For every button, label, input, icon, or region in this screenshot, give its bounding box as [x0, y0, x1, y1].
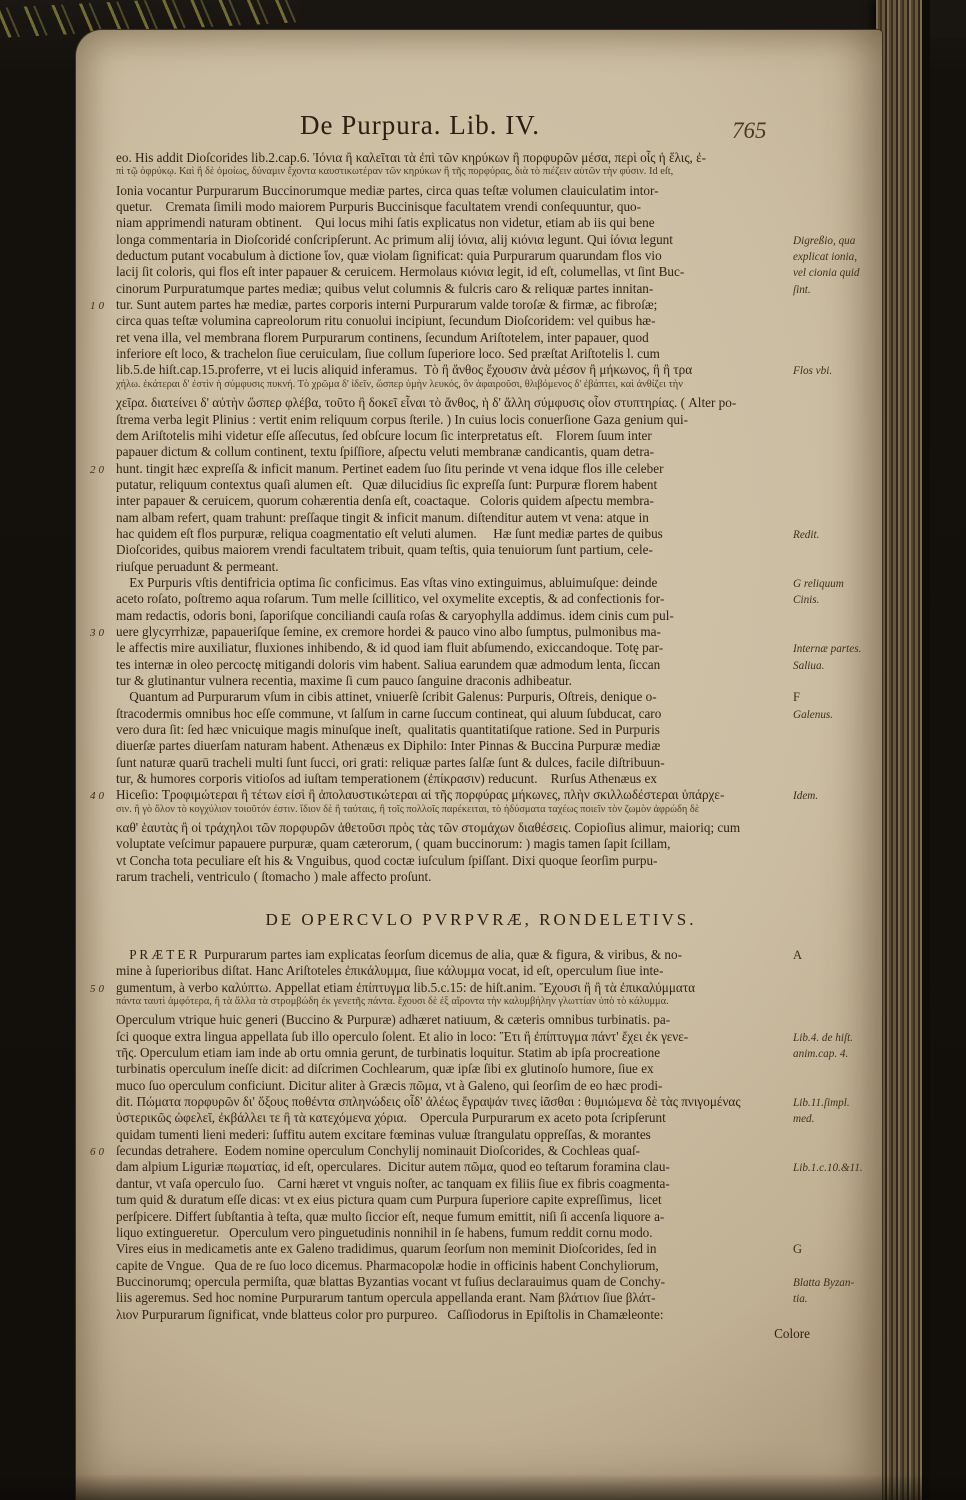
text-line — [90, 395, 874, 411]
text-line — [90, 248, 874, 264]
line-text: mam redactis, odoris boni, ſaporiſque conciliandi cauſa roſas & caryophylla addimus. idem cinis cum pul- — [116, 607, 674, 623]
line-text: inter papauer & ceruicem, quorum cohærentia denſa eſt, coactaque. Coloris quidem aſpectu membra- — [116, 493, 654, 509]
text-line — [90, 150, 874, 166]
line-text: ſecundas detrahere. Eodem nomine operculum Conchylij nominauit Dioſcorides, & Cochleas quaſ- — [116, 1143, 641, 1159]
text-line — [90, 706, 874, 722]
text-line — [90, 591, 874, 607]
line-text: hac quidem eſt flos purpuræ, reliqua coagmentatio eſt veluti alumen. Hæ ſunt mediæ partes de quibus — [116, 525, 663, 541]
line-text: turbinatis operculum ineſſe dicit: ad diſcrimen Cochlearum, quæ ipſæ ſibi ex glutinoſo humore, ſiue ex — [116, 1061, 654, 1077]
line-number: 50 — [90, 982, 107, 995]
line-text: uere glycyrrhizæ, papaueriſque ſemine, ex cremore hordei & pauco vino albo ſumptus, pulmonibus ma- — [116, 623, 661, 639]
margin-note: Flos vbi. — [793, 365, 833, 378]
margin-note: vel cionia quid — [793, 267, 860, 280]
text-line — [90, 444, 874, 460]
text-line — [90, 1127, 874, 1143]
line-text: Hiceſio: Τροφιμώτεραι ἢ τέτων εἰσὶ ἢ ἀπολαυστικώτεραι αἱ τῆς πορφύρας μήκωνες, πλὴν σκιλλωδέστεραι ὑπάρχε- — [116, 787, 725, 803]
text-line — [90, 963, 874, 979]
text-line — [90, 1225, 874, 1241]
text-line — [90, 575, 874, 591]
text-line — [90, 362, 874, 378]
margin-note: Blatta Byzan- — [793, 1276, 855, 1289]
text-line — [90, 166, 874, 182]
line-text: deductum putant vocabulum à dictione ἴον, quæ violam ſignificat: quia Purpurarum quarundam flos vio — [116, 248, 662, 264]
text-line — [90, 542, 874, 558]
line-text: aceto roſato, poſtremo aqua roſarum. Tum melle ſcillitico, vel oxymelite exceptis, & ad confectionis for- — [116, 591, 665, 607]
line-text: tur & glutinantur vulnera recentia, maxime ſi cum pauco ſanguine draconis adhibeatur. — [116, 673, 572, 688]
text-line — [90, 1209, 874, 1225]
page-number: 765 — [732, 118, 767, 143]
line-text: dantur, vt vaſa operculo ſuo. Carni hæret vt vnguis noſter, ac tanquam ex filiis ſiue ex fibris coagmenta- — [116, 1175, 670, 1191]
line-text: riuſque peruadunt & permeant. — [116, 558, 279, 574]
line-text: papauer dictum & collum continent, textu ſpiſſiore, aſpectu veluti membranæ candicantis, quam detra- — [116, 444, 654, 460]
text-line — [90, 1078, 874, 1094]
line-text: πάντα ταυτὶ ἀμφότερα, ἢ τὰ ἄλλα τὰ στρομβώδη ἐκ γενετῆς πάντα. ἔχουσι δὲ ἐξ αἵροντα τὴν καλυμβήλην γλωττίαν ὑπὸ τὸ κάλυμμα. — [116, 996, 669, 1008]
margin-note: anim.cap. 4. — [793, 1048, 849, 1061]
text-line — [90, 1061, 874, 1077]
line-text: tes internæ in oleo percoctę mitigandi doloris vim habent. Saliua earundem quæ admodum lenta, ſiccan — [116, 656, 661, 672]
text-line — [90, 461, 874, 477]
line-text: quidam tumenti lieni mederi: ſuffitu autem excitare fœminas vuluæ ſtrangulatu oppreſſas, & morantes — [116, 1126, 651, 1142]
line-text: ſci quoque extra lingua appellata ſub illo operculo ſolent. Et alio in loco: Ἔτι ἢ ἐπίπτυγμα πάντ' ἔχει ἐκ γενε- — [116, 1028, 689, 1044]
line-text: Ex Purpuris vſtis dentifricia optima ſic conficimus. Eas vſtas vino extinguimus, abluimuſque: deinde — [116, 574, 658, 590]
line-text: niam apprimendi naturam obtinent. Qui locus mihi ſatis explicatus non videtur, etiam ab iis qui bene — [116, 215, 655, 231]
margin-note: Lib.4. de hiſt. — [793, 1031, 853, 1044]
text-line — [90, 330, 874, 346]
line-text: πὶ τῷ ὀφρύκῳ. Καὶ ἢ δὲ ὁμοίως, δύναμιν ἔχοντα καυστικωτέραν τῶν κηρύκων ἢ τῆς πορφύρας, διὰ τὸ πιέζειν αὐτῶν τὴν φύσιν. Id eſt, — [116, 166, 674, 178]
line-text: dem Ariſtotelis mihi videtur eſſe aſſecutus, ſed obſcure locum ſic interpretatus eſt. Florem ſuum inter — [116, 427, 652, 443]
margin-note: tia. — [793, 1293, 808, 1306]
text-line — [90, 297, 874, 313]
margin-note: A — [793, 948, 803, 962]
text-line — [90, 1012, 874, 1028]
text-line — [90, 869, 874, 885]
text-line — [90, 232, 874, 248]
line-text: rarum tracheli, ventriculo ( ſtomacho ) male affecto proſunt. — [116, 869, 432, 885]
text-line — [90, 980, 874, 996]
line-text: dam alpium Liguriæ πωματίας, id eſt, operculares. Dicitur autem πῶμα, quod eo teſtarum foramina clau- — [116, 1159, 670, 1175]
text-line — [90, 738, 874, 754]
text-line — [90, 657, 874, 673]
line-text: Operculum vtrique huic generi (Buccino & Purpuræ) adhæret natiuum, & cæteris omnibus turbinatis. pa- — [116, 1012, 671, 1028]
text-line — [90, 264, 874, 280]
line-text: καθ' ἑαυτὰς ἢ οἱ τράχηλοι τῶν πορφυρῶν ἀθετοῦσι πρὸς τὰς τῶν στομάχων διαθέσεις. Copioſius alimur, maioriq; cum — [116, 820, 741, 836]
margin-note: Cinis. — [793, 594, 820, 607]
text-line — [90, 820, 874, 836]
text-line — [90, 836, 874, 852]
line-text: liis ageremus. Sed hoc nomine Purpurarum tantum opercula appellanda erant. Nam βλάτιον ſiue βλάτ- — [116, 1290, 656, 1306]
line-text: nam albam refert, quam trahunt: preſſaque tingit & inficit manum. diſtenditur autem vt vena: atque in — [116, 509, 649, 525]
line-number: 40 — [90, 790, 107, 803]
page-edges — [876, 0, 922, 1500]
line-text: capite de Vngue. Qua de re ſuo loco dicemus. Pharmacopolæ hodie in officinis habent Conchyliorum, — [116, 1257, 659, 1273]
line-text: inferiore eſt loco, & trachelon ſiue ceruiculam, ſiue collum ſuperiore loco. Sed præſtat Ariſtotelis l. cum — [116, 346, 660, 362]
margin-note: G — [793, 1242, 803, 1257]
text-line — [90, 559, 874, 575]
text-line — [90, 1045, 874, 1061]
text-line — [90, 1290, 874, 1306]
margin-note: Redit. — [793, 528, 820, 541]
line-number: 10 — [90, 300, 107, 313]
text-line — [90, 771, 874, 787]
margin-note: med. — [793, 1113, 815, 1126]
line-text: tum quid & duratum eſſe dicas: vt ex eius pictura quam cum Purpura ſuperiore capite expreſſimus, licet — [116, 1192, 662, 1208]
line-text: hunt. tingit hæc expreſſa & inficit manum. Pertinet eadem ſuo ſitu perinde vt vena idque flos ille celeber — [116, 460, 664, 476]
text-line — [90, 199, 874, 215]
text-line — [90, 313, 874, 329]
text-line — [90, 477, 874, 493]
line-text: tur. Sunt autem partes hæ mediæ, partes corporis interni Purpurarum valde toroſæ & firmæ, ac fibroſæ; — [116, 297, 658, 313]
line-number: 60 — [90, 1146, 107, 1159]
text-line — [90, 1143, 874, 1159]
margin-note: Digreßio, qua — [793, 234, 856, 247]
line-text: Dioſcorides, quibus maiorem vrendi facultatem tribuit, quam teſtis, quia tenuiorum ſunt partium, cele- — [116, 542, 653, 558]
line-text: gumentum, à verbo καλύπτω. Appellat etiam ἐπίπτυγμα lib.5.c.15: de hiſt.anim. Ἔχουσι ἢ ἢ τὰ ἐπικαλύμματα — [116, 979, 696, 995]
text-line — [90, 412, 874, 428]
text-line — [90, 215, 874, 231]
line-text: Vires eius in medicametis ante ex Galeno tradidimus, quarum ſeorſum non meminit Dioſcorides, ſed in — [116, 1241, 657, 1257]
catchword: Colore — [774, 1326, 810, 1341]
text-line — [90, 1241, 874, 1257]
text-line — [90, 526, 874, 542]
text-line — [90, 1094, 874, 1110]
text-line — [90, 804, 874, 820]
line-text: vt Concha tota peculiare eſt his & Vnguibus, quod coctæ iuſculum ſpiſſant. Dixi quoque ſeorſim purpu- — [116, 852, 658, 868]
text-line — [90, 689, 874, 705]
line-text: circa quas teſtæ volumina capreolorum ritu conuolui incipiunt, ſecundum Dioſcoridem: vel quibus hæ- — [116, 313, 656, 329]
text-line — [90, 428, 874, 444]
text-line — [90, 996, 874, 1012]
text-line — [90, 1176, 874, 1192]
line-text: P R Æ T E R Purpurarum partes iam explicatas ſeorſum dicemus de alia, quæ & figura, & viribus, & no- — [116, 947, 682, 962]
line-number: 30 — [90, 626, 107, 639]
line-text: ſtracodermis omnibus hoc eſſe commune, vt ſalſum in carne ſuccum contineat, qui aluum ſubducat, caro — [116, 705, 662, 721]
line-text: voluptate veſcimur papauere purpuræ, quam cæterorum, ( quam buccinorum: ) magis tamen ſapit ſcillam, — [116, 836, 671, 852]
margin-note: Saliua. — [793, 659, 825, 672]
line-text: Buccinorumq; opercula permiſta, quæ blattas Byzantias vocant vt fuſius declarauimus quam de Conchy- — [116, 1273, 665, 1289]
text-line — [90, 624, 874, 640]
margin-note: G reliquum — [793, 577, 844, 590]
section-heading: DE OPERCVLO PVRPVRÆ, RONDELETIVS. — [265, 910, 697, 929]
margin-note: Idem. — [793, 790, 819, 803]
line-text: vero dura ſit: ſed hæc vnicuique magis minuſque ineſt, qualitatis quantitatiſque ratione. Sed in Purpuris — [116, 722, 660, 738]
text-line — [90, 281, 874, 297]
running-title: De Purpura. Lib. IV. — [300, 110, 540, 140]
line-text: χεῖρα. διατείνει δ' αὐτὴν ὥσπερ φλέβα, τοῦτο ἢ δοκεῖ εἶναι τὸ ἄνθος, ἡ δ' ἄλλη σύμφυσις οἷον στυπτηρίας. ( Alter po- — [116, 395, 737, 411]
text-line — [90, 1192, 874, 1208]
line-text: quetur. Cremata ſimili modo maiorem Purpuris Buccinisque facultatem vrendi conſequuntur, quo- — [116, 199, 642, 215]
text-line — [90, 183, 874, 199]
margin-note: Lib.1.c.10.&11. — [793, 1162, 863, 1175]
line-text: χήλω. ἑκάτεραι δ' ἐστὶν ἡ σύμφυσις πυκνή. Τὸ χρῶμα δ' ἰδεῖν, ὥσπερ ὑμὴν λευκός, ὃν ἀφαιροῦσι, θλιβόμενος δ' ἐβάπτει, καὶ ἀνθίζει τὴν — [116, 378, 683, 390]
line-text: longa commentaria in Dioſcoridé conſcripſerunt. Ac primum alij ἰόνια, alij κιόνια legunt. Qui ἰόνια legunt — [116, 231, 673, 247]
text-line — [90, 722, 874, 738]
line-text: τῆς. Operculum etiam iam inde ab ortu omnia gerunt, de turbinatis loquitur. Statim ab ipſa procreatione — [116, 1045, 661, 1061]
margin-note: F — [793, 690, 800, 705]
line-text: diuerſæ partes diuerſam naturam habent. Athenæus ex Diphilo: Inter Pinnas & Buccina Purpuræ mediæ — [116, 738, 661, 754]
line-text: mine à ſuperioribus diſtat. Hanc Ariſtoteles ἐπικάλυμμα, ſiue κάλυμμα vocat, id eſt, operculum ſiue inte- — [116, 963, 664, 979]
line-text: le affectis mire auxiliatur, fluxiones inhibendo, & id quod iam fluit abſumendo, exiccandoque. Totę par- — [116, 640, 664, 656]
line-text: muco ſuo operculum conficiunt. Dicitur aliter à Græcis πῶμα, vt à Galeno, qui ſeorſim de eo hæc prodi- — [116, 1077, 663, 1093]
line-text: lacij ſit coloris, qui flos eſt inter papauer & ceruicem. Hermolaus κιόνια legit, id eſt, columellas, vt ſint Buc- — [116, 264, 685, 280]
text-line — [90, 947, 874, 963]
line-text: ret vena illa, vel membrana florem Purpurarum continens, ſecundum Ariſtotelem, inter papauer, quod — [116, 329, 649, 345]
text-line — [90, 493, 874, 509]
line-text: Ionia vocantur Purpurarum Buccinorumque mediæ partes, circa quas teſtæ volumen clauiculatim intor- — [116, 182, 659, 198]
text-line — [90, 1159, 874, 1175]
text-line — [90, 853, 874, 869]
margin-note: explicat ionia, — [793, 251, 858, 264]
line-text: liquo extingueretur. Operculum vero pinguetudinis nonnihil in ſe habens, fumum reddit cornu modo. — [116, 1224, 653, 1240]
text-line — [90, 1110, 874, 1126]
margin-note: Galenus. — [793, 708, 834, 721]
line-text: dit. Πώματα πορφυρῶν δι' ὄξους ποθέντα σπληνώδεις οἶδ' ἀλέως ἔγραψάν τινες ἰᾶσθαι : θυμιώμενα δὲ τὰς πνιγομένας — [116, 1094, 741, 1110]
text-line — [90, 346, 874, 362]
text-line — [90, 1258, 874, 1274]
line-text: putatur, reliquum contextus quaſi alumen eſt. Quæ dilucidius ſic expreſſa ſunt: Purpuræ florem habent — [116, 476, 658, 492]
bottom-shadow — [0, 1474, 966, 1500]
text-line — [90, 755, 874, 771]
book-page — [76, 30, 882, 1500]
text-line — [90, 787, 874, 803]
line-text: lib.5.de hiſt.cap.15.proferre, vt ei lucis aliquid inferamus. Τὸ ἢ ἄνθος ἔχουσιν ἀνὰ μέσον ἢ μήκωνος, ἢ ἢ τρα — [116, 362, 693, 378]
text-line — [90, 1029, 874, 1045]
line-text: perſpicere. Differt ſubſtantia à teſta, quæ multo ſiccior eſt, neque fumum emittit, niſi ſi accenſa liquore a- — [116, 1208, 665, 1224]
text-block-main — [90, 150, 874, 885]
text-line — [90, 640, 874, 656]
margin-note: ſint. — [793, 283, 811, 296]
line-text: tur, & humores corporis vitioſos ad iuſtam temperationem (ἐπίκρασιν) reducunt. Rurſus Athenæus ex — [116, 771, 657, 787]
line-text: σιν. ἢ γὸ ὅλον τὸ κογχύλιον τοιοῦτόν ἐστιν. ἴδιον δὲ ἢ ταύταις, ἢ τοῖς πολλοῖς παρέκειται, τὸ ἡδύσματα ταχέως ποιεῖν τὸν ζωμὸν ἀφρώδη δὲ — [116, 803, 700, 815]
margin-note: Internæ partes. — [793, 643, 862, 656]
line-text: ſunt naturæ quarū tracheli multi ſunt ſucci, ori grati: reliquæ partes ſalſæ ſunt & dulces, facile diſtribuun- — [116, 754, 665, 770]
text-line — [90, 1274, 874, 1290]
line-text: ſtrema verba legit Plinius : vertit enim reliquum corpus ſterile. ) In cuius locis conuerſione Gaza genium qui- — [116, 411, 689, 427]
text-line — [90, 673, 874, 689]
catchword-row — [90, 1326, 810, 1342]
line-text: cinorum Purpuratumque partes mediæ; quibus velut columnis & fulcris caro & reliquæ partes innitan- — [116, 280, 654, 296]
text-block-operculo — [90, 947, 874, 1323]
margin-note: Lib.11.ſimpl. — [793, 1097, 850, 1110]
line-text: ὑστερικῶς ὠφελεῖ, ἐκβάλλει τε ἢ τὰ κατεχόμενα χόρια. Opercula Purpurarum ex aceto pota ſcripſerunt — [116, 1110, 666, 1126]
line-number: 20 — [90, 463, 107, 476]
text-line — [90, 608, 874, 624]
line-text: eo. His addit Dioſcorides lib.2.cap.6. Ἰόνια ἢ καλεῖται τὰ ἐπὶ τῶν κηρύκων ἢ πορφυρῶν μέσα, περὶ οἷς ἡ ἕλις, ἐ- — [116, 150, 707, 165]
text-line — [90, 510, 874, 526]
line-text: λιον Purpurarum ſignificat, vnde blatteus color pro purpureo. Caſſiodorus in Epiſtolis in Chamæleonte: — [116, 1306, 664, 1322]
line-text: Quantum ad Purpurarum vſum in cibis attinet, vniuerſè ſcribit Galenus: Purpuris, Oſtreis, denique o- — [116, 689, 657, 705]
text-line — [90, 379, 874, 395]
text-line — [90, 1307, 874, 1323]
